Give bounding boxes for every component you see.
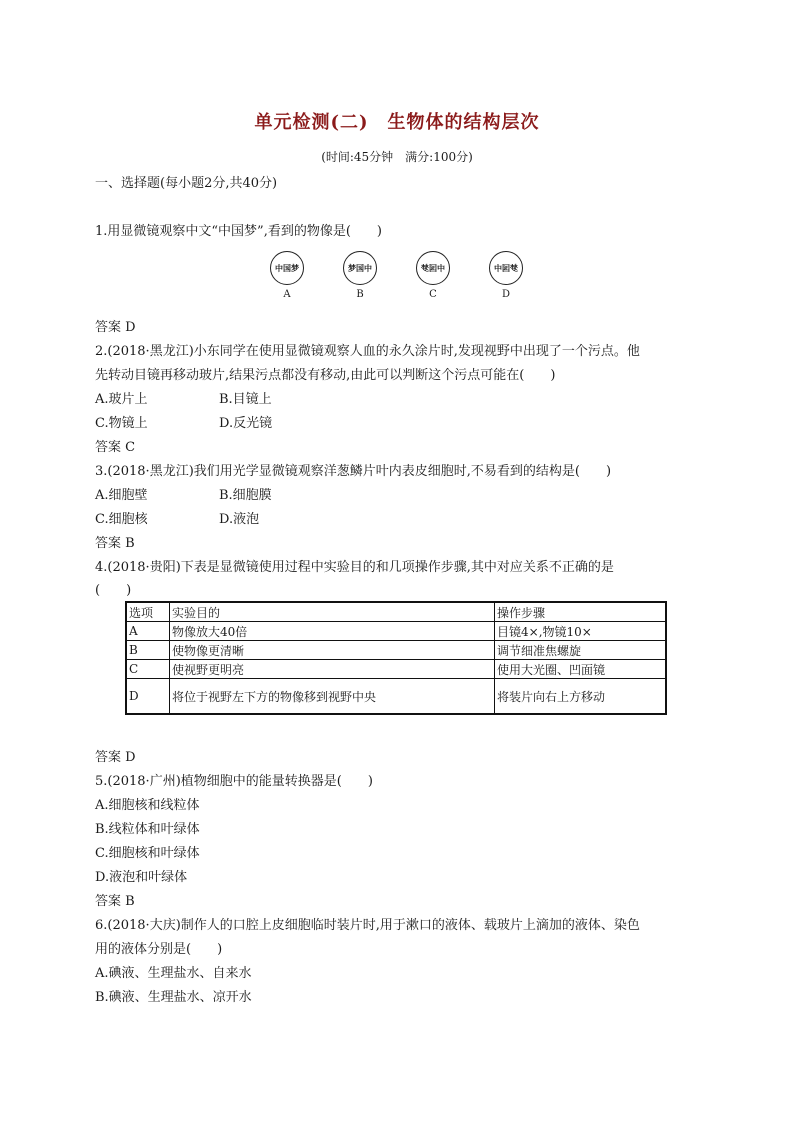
question-5-stem: 5.(2018·广州)植物细胞中的能量转换器是( ) [95,774,373,789]
table-row [126,641,666,660]
question-5-option-c: C.细胞核和叶绿体 [95,846,200,861]
question-2-option-a: A.玻片上 [95,392,148,407]
table-cell: 使视野更明亮 [170,660,495,679]
table-cell: B [126,641,170,660]
question-2-option-b: B.目镜上 [219,392,272,407]
question-4-answer: 答案 D [95,750,136,765]
figure-d: 梦国中 D [487,251,525,300]
figure-a-circle: 中国梦 [270,251,304,285]
question-2-option-c: C.物镜上 [95,416,148,431]
figure-a: 中国梦 A [268,251,306,300]
table-header-cell: 操作步骤 [495,602,667,622]
table-row [126,622,666,641]
question-1-stem: 1.用显微镜观察中文“中国梦”,看到的物像是( ) [95,224,382,239]
table-cell: 调节细准焦螺旋 [495,641,667,660]
question-5-answer: 答案 B [95,894,135,909]
question-6-stem-line-2: 用的液体分别是( ) [95,942,223,957]
question-5-option-d: D.液泡和叶绿体 [95,870,188,885]
page-title: 单元检测(二) 生物体的结构层次 [254,112,540,133]
table-header-row [126,602,666,622]
section-heading: 一、选择题(每小题2分,共40分) [95,176,278,191]
question-4-stem-line-1: 4.(2018·贵阳)下表是显微镜使用过程中实验目的和几项操作步骤,其中对应关系不正确的是 [95,560,614,575]
question-2-option-d: D.反光镜 [219,416,273,431]
figure-c-circle: 中国梦 [416,251,450,285]
table-header-cell: 选项 [126,602,170,622]
table-cell: 物像放大40倍 [170,622,495,641]
question-3-option-a: A.细胞壁 [95,488,148,503]
question-4-table [125,601,667,715]
figure-b-circle: 梦国中 [343,251,377,285]
question-3-option-c: C.细胞核 [95,512,148,527]
figure-c: 中国梦 C [414,251,452,300]
question-6-option-a: A.碘液、生理盐水、自来水 [95,966,252,981]
figure-d-circle: 梦国中 [489,251,523,285]
question-3-answer: 答案 B [95,536,135,551]
table-row [126,660,666,679]
table-cell: C [126,660,170,679]
table-cell: D [126,679,170,715]
question-3-option-d: D.液泡 [219,512,260,527]
exam-info: (时间:45分钟 满分:100分) [321,150,473,164]
question-3-option-b: B.细胞膜 [219,488,272,503]
question-4-stem-line-2: ( ) [95,583,132,598]
question-6-option-b: B.碘液、生理盐水、凉开水 [95,990,252,1005]
question-1-answer: 答案 D [95,320,136,335]
figure-b: 梦国中 B [341,251,379,300]
table-cell: 将位于视野左下方的物像移到视野中央 [170,679,495,715]
table-cell: 将装片向右上方移动 [495,679,667,715]
table-header-cell: 实验目的 [170,602,495,622]
question-3-stem: 3.(2018·黑龙江)我们用光学显微镜观察洋葱鳞片叶内表皮细胞时,不易看到的结构是( ) [95,464,612,479]
question-2-stem-line-2: 先转动目镜再移动玻片,结果污点都没有移动,由此可以判断这个污点可能在( ) [95,368,556,383]
question-2-answer: 答案 C [95,440,136,455]
question-5-option-b: B.线粒体和叶绿体 [95,822,200,837]
table-cell: A [126,622,170,641]
question-6-stem-line-1: 6.(2018·大庆)制作人的口腔上皮细胞临时装片时,用于漱口的液体、载玻片上滴加的液体、染色 [95,918,640,933]
table-cell: 使用大光圈、凹面镜 [495,660,667,679]
table-cell: 目镜4×,物镜10× [495,622,667,641]
table-row [126,679,666,715]
question-5-option-a: A.细胞核和线粒体 [95,798,200,813]
table-cell: 使物像更清晰 [170,641,495,660]
question-2-stem-line-1: 2.(2018·黑龙江)小东同学在使用显微镜观察人血的永久涂片时,发现视野中出现了一个污点。他 [95,344,640,359]
